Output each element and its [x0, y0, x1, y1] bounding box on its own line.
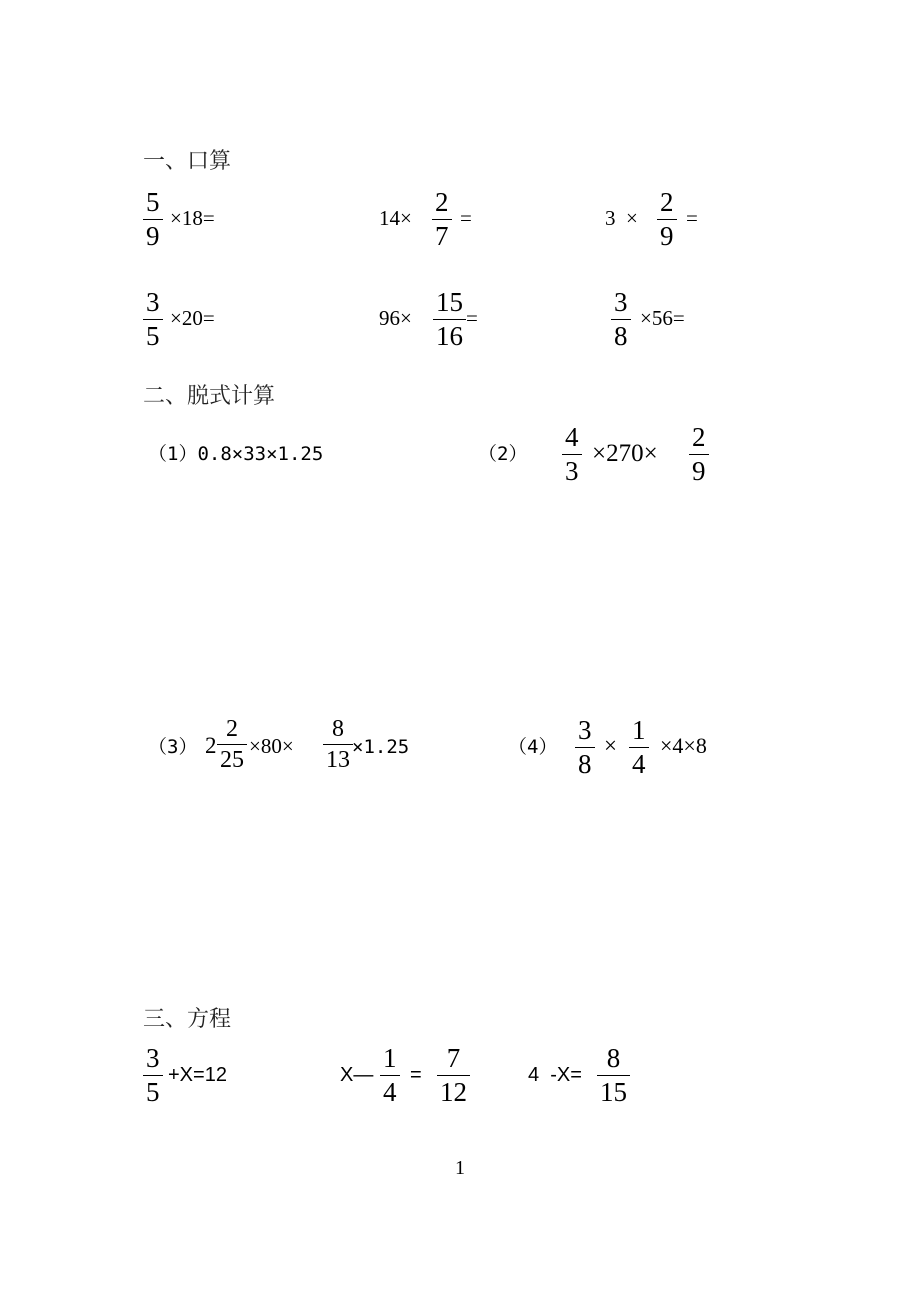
numerator: 2: [692, 422, 706, 452]
numerator: 3: [614, 287, 628, 317]
fraction: [575, 717, 595, 778]
expression-text: =: [410, 1064, 422, 1086]
fraction: [143, 1045, 163, 1106]
expression-text: 3 ×: [605, 206, 638, 230]
expression-text: =: [460, 206, 472, 230]
denominator: 7: [432, 219, 452, 250]
denominator: 16: [433, 319, 466, 350]
problem-3-label: （3）: [148, 736, 198, 758]
denominator: 15: [597, 1075, 630, 1106]
expression-text: 96×: [379, 306, 412, 330]
numerator: 15: [436, 287, 463, 317]
fraction: [689, 424, 709, 485]
expression-text: ×56=: [640, 306, 685, 330]
problem-2-label: （2）: [478, 443, 528, 465]
numerator: 8: [332, 716, 344, 742]
numerator: 3: [146, 1043, 160, 1073]
section-heading-equations: 三、方程: [143, 1007, 232, 1032]
denominator: 25: [217, 744, 247, 772]
denominator: 9: [657, 219, 677, 250]
denominator: 9: [689, 454, 709, 485]
expression-text: 14×: [379, 206, 412, 230]
denominator: 5: [143, 1075, 163, 1106]
numerator: 8: [606, 1043, 621, 1073]
denominator: 9: [143, 219, 163, 250]
fraction: [437, 1045, 470, 1106]
expression-text: ×4×8: [660, 733, 707, 758]
expression-text: ×80×: [249, 734, 294, 758]
fraction: [562, 424, 582, 485]
numerator: 1: [632, 715, 646, 745]
denominator: 8: [575, 747, 595, 778]
fraction: [323, 717, 353, 772]
expression-text: ×20=: [170, 306, 215, 330]
numerator: 3: [578, 715, 592, 745]
fraction: [657, 189, 677, 250]
fraction: [611, 289, 631, 350]
expression-text: ×270×: [592, 440, 658, 467]
numerator: 2: [435, 187, 449, 217]
expression-text: ×: [604, 733, 617, 758]
denominator: 8: [611, 319, 631, 350]
denominator: 13: [323, 744, 353, 772]
expression-text: X—: [340, 1064, 374, 1086]
expression-text: +X=12: [168, 1064, 227, 1086]
mixed-whole: 2: [205, 733, 217, 758]
expression-text: =: [686, 206, 698, 230]
numerator: 4: [565, 422, 579, 452]
expression-text: =: [466, 306, 478, 330]
expression-text: ×18=: [170, 206, 215, 230]
section-heading-calc: 二、脱式计算: [143, 384, 276, 409]
numerator: 2: [226, 716, 238, 742]
fraction: [380, 1045, 400, 1106]
numerator: 5: [146, 187, 160, 217]
fraction: [432, 189, 452, 250]
denominator: 3: [562, 454, 582, 485]
denominator: 4: [629, 747, 649, 778]
problem-4-label: （4）: [508, 736, 558, 758]
page-number: 1: [455, 1157, 465, 1179]
denominator: 5: [143, 319, 163, 350]
expression-text: ×1.25: [352, 736, 410, 758]
numerator: 7: [446, 1043, 461, 1073]
fraction: [597, 1045, 630, 1106]
fraction: [433, 289, 466, 350]
numerator: 3: [146, 287, 160, 317]
section-heading-oral: 一、口算: [143, 149, 232, 174]
fraction: [143, 189, 163, 250]
fraction: [217, 717, 247, 772]
denominator: 4: [380, 1075, 400, 1106]
fraction: [143, 289, 163, 350]
problem-1: （1）0.8×33×1.25: [148, 443, 324, 465]
expression-text: 4 -X=: [528, 1064, 582, 1086]
fraction: [629, 717, 649, 778]
denominator: 12: [437, 1075, 470, 1106]
numerator: 2: [660, 187, 674, 217]
numerator: 1: [383, 1043, 397, 1073]
